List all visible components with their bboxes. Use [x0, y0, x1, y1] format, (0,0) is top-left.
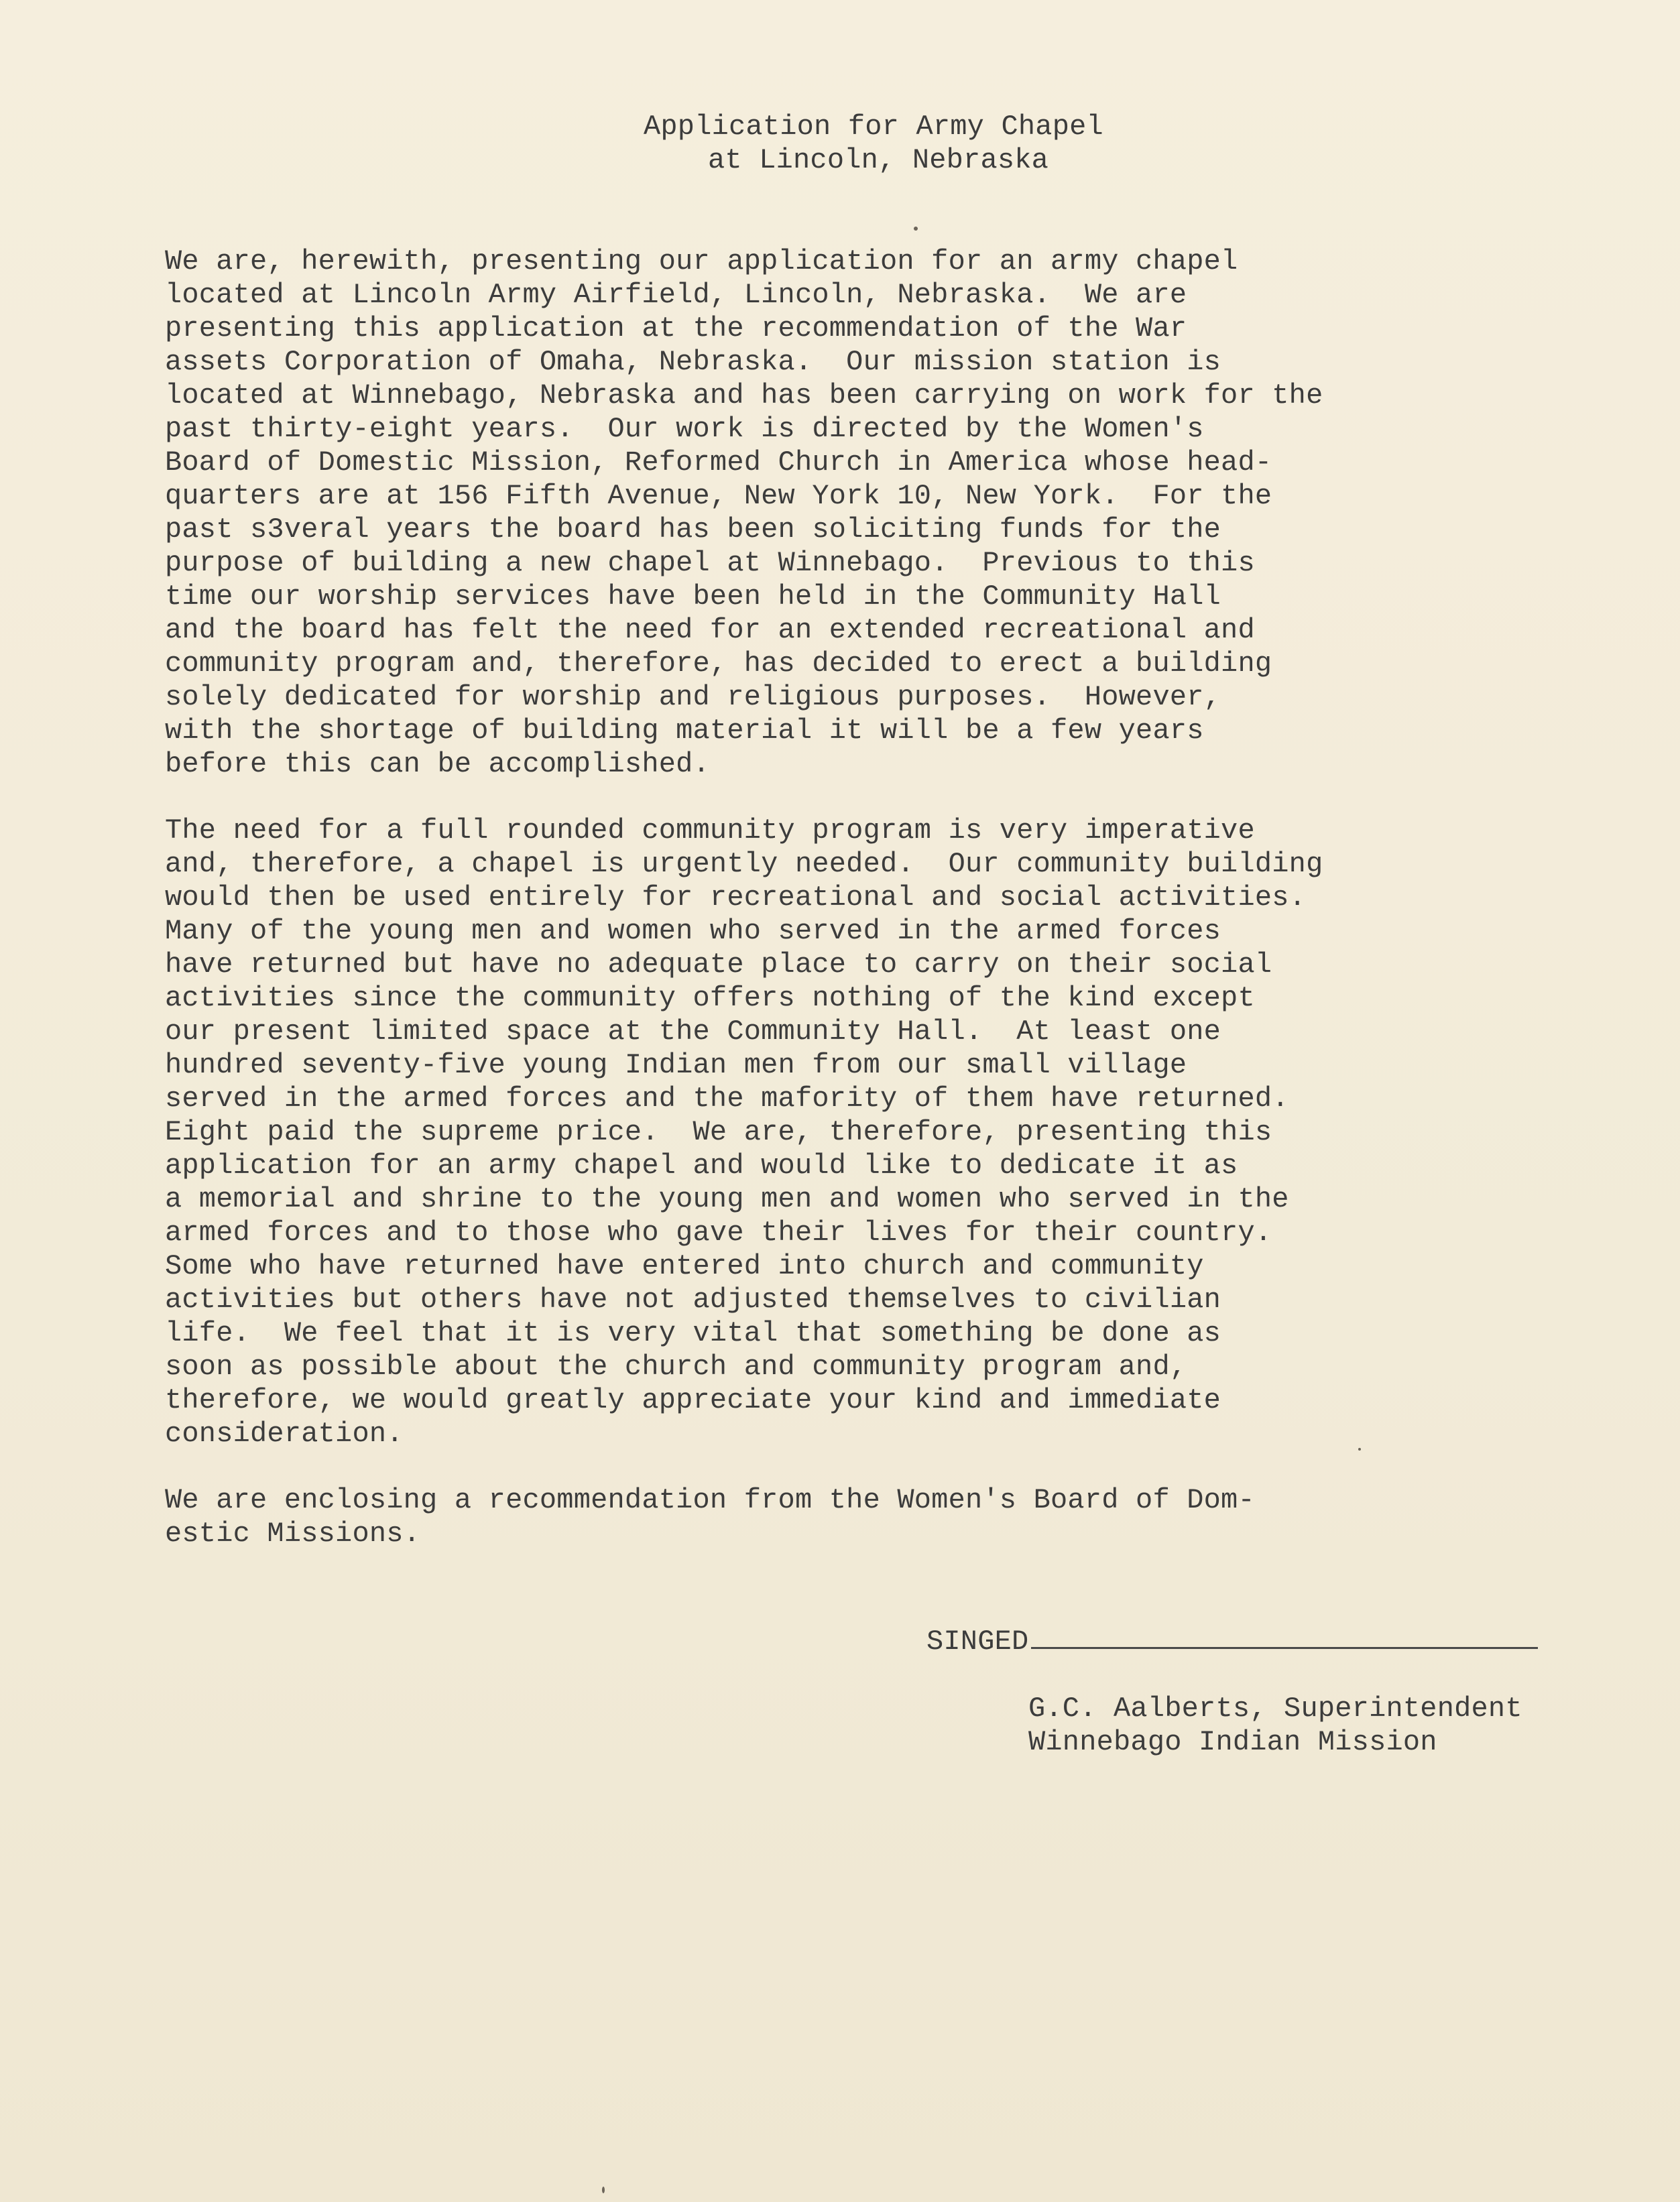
text-line: community program and, therefore, has decided to erect a building [165, 648, 1272, 680]
paper-speck [1358, 1448, 1361, 1451]
paragraph-3 [165, 1483, 1506, 1550]
paper-speck [602, 2187, 605, 2193]
signature-name: G.C. Aalberts, Superintendent [1028, 1693, 1522, 1725]
text-line: and the board has felt the need for an extended recreational and [165, 614, 1255, 646]
text-line: before this can be accomplished. [165, 748, 710, 780]
signature-organization: Winnebago Indian Mission [1028, 1726, 1437, 1758]
text-line: purpose of building a new chapel at Winnebago. Previous to this [165, 547, 1255, 579]
signature-underline [1031, 1620, 1538, 1649]
text-line: activities but others have not adjusted themselves to civilian [165, 1284, 1221, 1316]
signed-line [926, 1620, 1538, 1658]
title-line-2: at Lincoln, Nebraska [708, 144, 1049, 176]
document-title [644, 110, 1314, 177]
title-line-1: Application for Army Chapel [644, 111, 1103, 143]
text-line: armed forces and to those who gave their lives for their country. [165, 1217, 1272, 1249]
text-line: have returned but have no adequate place to carry on their social [165, 949, 1272, 981]
text-line: The need for a full rounded community program is very imperative [165, 814, 1255, 847]
text-line: life. We feel that it is very vital that something be done as [165, 1317, 1221, 1349]
signature-block [1028, 1692, 1522, 1759]
text-line: quarters are at 156 Fifth Avenue, New York 10, New York. For the [165, 480, 1272, 512]
paragraph-1 [165, 245, 1506, 781]
text-line: hundred seventy-five young Indian men from our small village [165, 1049, 1187, 1081]
text-line: would then be used entirely for recreational and social activities. [165, 881, 1307, 914]
text-line: Eight paid the supreme price. We are, therefore, presenting this [165, 1116, 1272, 1148]
text-line: solely dedicated for worship and religious purposes. However, [165, 681, 1221, 713]
text-line: consideration. [165, 1418, 404, 1450]
text-line: presenting this application at the recommendation of the War [165, 312, 1187, 345]
signed-label: SINGED [926, 1626, 1029, 1658]
text-line: with the shortage of building material it will be a few years [165, 715, 1204, 747]
text-line: therefore, we would greatly appreciate your kind and immediate [165, 1384, 1221, 1416]
text-line: time our worship services have been held in the Community Hall [165, 580, 1221, 613]
document-body [165, 245, 1506, 1583]
text-line: estic Missions. [165, 1518, 421, 1550]
text-line: Board of Domestic Mission, Reformed Church in America whose head- [165, 446, 1272, 479]
text-line: We are, herewith, presenting our application for an army chapel [165, 245, 1238, 278]
text-line: soon as possible about the church and community program and, [165, 1351, 1187, 1383]
text-line: past s3veral years the board has been soliciting funds for the [165, 513, 1221, 546]
text-line: served in the armed forces and the mafority of them have returned. [165, 1083, 1289, 1115]
text-line: and, therefore, a chapel is urgently needed. Our community building [165, 848, 1323, 880]
text-line: a memorial and shrine to the young men and women who served in the [165, 1183, 1289, 1215]
text-line: Many of the young men and women who served in the armed forces [165, 915, 1221, 947]
text-line: activities since the community offers nothing of the kind except [165, 982, 1255, 1014]
text-line: our present limited space at the Community Hall. At least one [165, 1016, 1221, 1048]
text-line: located at Lincoln Army Airfield, Lincoln, Nebraska. We are [165, 279, 1187, 311]
text-line: application for an army chapel and would like to dedicate it as [165, 1150, 1238, 1182]
paragraph-2 [165, 814, 1506, 1451]
text-line: We are enclosing a recommendation from the Women's Board of Dom- [165, 1484, 1255, 1516]
text-line: located at Winnebago, Nebraska and has been carrying on work for the [165, 379, 1323, 412]
paper-speck [914, 227, 918, 231]
text-line: assets Corporation of Omaha, Nebraska. Our mission station is [165, 346, 1221, 378]
text-line: past thirty-eight years. Our work is directed by the Women's [165, 413, 1204, 445]
text-line: Some who have returned have entered into church and community [165, 1250, 1204, 1282]
